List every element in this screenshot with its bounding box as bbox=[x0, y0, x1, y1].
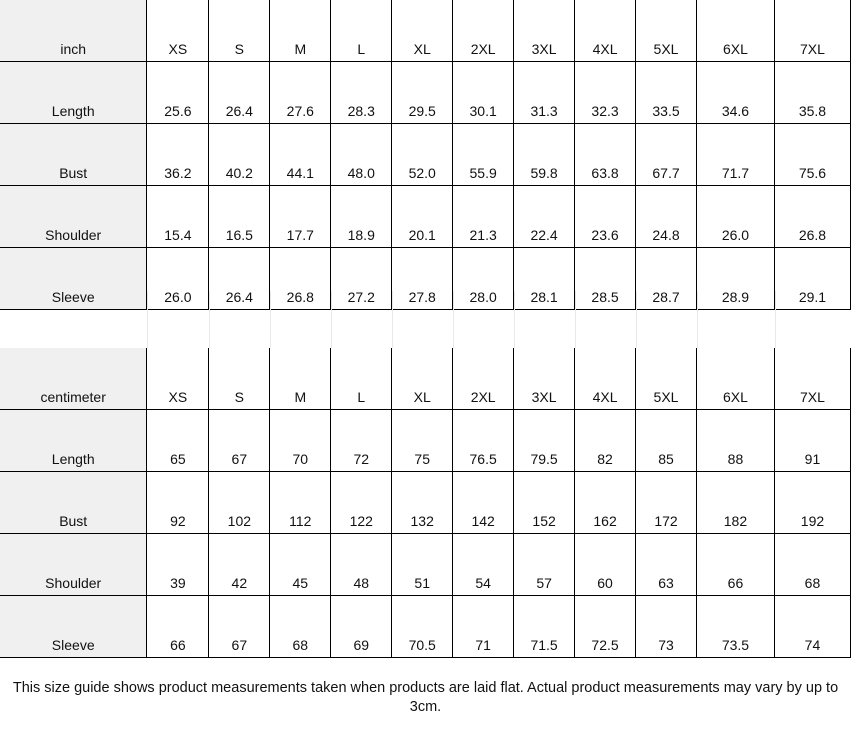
measurement-cell: 26.8 bbox=[774, 186, 850, 248]
measurement-cell: 29.5 bbox=[392, 62, 453, 124]
measurement-cell: 91 bbox=[774, 410, 850, 472]
unit-label: centimeter bbox=[0, 348, 147, 410]
measurement-cell: 67.7 bbox=[636, 124, 697, 186]
measurement-cell: 85 bbox=[636, 410, 697, 472]
measurement-cell: 66 bbox=[147, 596, 209, 658]
column-guide-line bbox=[636, 291, 637, 348]
measurement-cell: 72 bbox=[331, 410, 392, 472]
size-header-5xl: 5XL bbox=[636, 348, 697, 410]
measurement-cell: 57 bbox=[514, 534, 575, 596]
measurement-cell: 102 bbox=[209, 472, 270, 534]
measurement-cell: 18.9 bbox=[331, 186, 392, 248]
size-header-7xl: 7XL bbox=[774, 348, 850, 410]
measurement-cell: 72.5 bbox=[575, 596, 636, 658]
measurement-cell: 68 bbox=[774, 534, 850, 596]
measurement-cell: 60 bbox=[575, 534, 636, 596]
inch-table-body bbox=[0, 0, 851, 310]
column-guide-line bbox=[453, 291, 454, 348]
measurement-cell: 24.8 bbox=[636, 186, 697, 248]
measurement-cell: 52.0 bbox=[392, 124, 453, 186]
size-header-m: M bbox=[270, 0, 331, 62]
measurement-cell: 27.2 bbox=[331, 248, 392, 310]
measurement-cell: 36.2 bbox=[147, 124, 209, 186]
table-row-bust bbox=[0, 472, 851, 534]
measurement-cell: 88 bbox=[696, 410, 774, 472]
size-header-3xl: 3XL bbox=[514, 0, 575, 62]
measurement-cell: 34.6 bbox=[696, 62, 774, 124]
size-header-3xl: 3XL bbox=[514, 348, 575, 410]
measurement-cell: 73.5 bbox=[696, 596, 774, 658]
measurement-cell: 45 bbox=[270, 534, 331, 596]
measurement-cell: 26.0 bbox=[147, 248, 209, 310]
measurement-cell: 28.7 bbox=[636, 248, 697, 310]
measurement-cell: 63.8 bbox=[575, 124, 636, 186]
header-row bbox=[0, 0, 851, 62]
measurement-cell: 26.0 bbox=[696, 186, 774, 248]
table-row-bust bbox=[0, 124, 851, 186]
inch-size-table bbox=[0, 0, 851, 310]
row-label: Sleeve bbox=[0, 596, 147, 658]
measurement-cell: 44.1 bbox=[270, 124, 331, 186]
size-header-4xl: 4XL bbox=[575, 348, 636, 410]
measurement-cell: 32.3 bbox=[575, 62, 636, 124]
measurement-cell: 54 bbox=[453, 534, 514, 596]
measurement-cell: 21.3 bbox=[453, 186, 514, 248]
measurement-cell: 70.5 bbox=[392, 596, 453, 658]
measurement-cell: 28.0 bbox=[453, 248, 514, 310]
measurement-cell: 17.7 bbox=[270, 186, 331, 248]
measurement-cell: 67 bbox=[209, 596, 270, 658]
column-guide-line bbox=[331, 291, 332, 348]
table-row-shoulder bbox=[0, 534, 851, 596]
row-label: Bust bbox=[0, 472, 147, 534]
table-row-shoulder bbox=[0, 186, 851, 248]
measurement-cell: 75 bbox=[392, 410, 453, 472]
measurement-cell: 152 bbox=[514, 472, 575, 534]
size-header-l: L bbox=[331, 348, 392, 410]
row-label: Length bbox=[0, 410, 147, 472]
column-guide-line bbox=[697, 291, 698, 348]
column-guide-line bbox=[575, 291, 576, 348]
size-header-6xl: 6XL bbox=[696, 348, 774, 410]
measurement-cell: 67 bbox=[209, 410, 270, 472]
measurement-cell: 42 bbox=[209, 534, 270, 596]
measurement-cell: 28.3 bbox=[331, 62, 392, 124]
size-header-2xl: 2XL bbox=[453, 348, 514, 410]
measurement-cell: 71 bbox=[453, 596, 514, 658]
table-row-length bbox=[0, 62, 851, 124]
measurement-cell: 23.6 bbox=[575, 186, 636, 248]
size-header-xs: XS bbox=[147, 348, 209, 410]
column-guide-line bbox=[270, 291, 271, 348]
measurement-cell: 172 bbox=[636, 472, 697, 534]
measurement-cell: 132 bbox=[392, 472, 453, 534]
measurement-cell: 25.6 bbox=[147, 62, 209, 124]
measurement-cell: 33.5 bbox=[636, 62, 697, 124]
size-header-xl: XL bbox=[392, 0, 453, 62]
measurement-cell: 48 bbox=[331, 534, 392, 596]
size-header-5xl: 5XL bbox=[636, 0, 697, 62]
table-spacer bbox=[0, 291, 851, 348]
measurement-cell: 39 bbox=[147, 534, 209, 596]
size-header-s: S bbox=[209, 0, 270, 62]
centimeter-size-table bbox=[0, 348, 851, 658]
measurement-cell: 92 bbox=[147, 472, 209, 534]
column-guide-line bbox=[514, 291, 515, 348]
measurement-cell: 22.4 bbox=[514, 186, 575, 248]
measurement-cell: 112 bbox=[270, 472, 331, 534]
column-guide-line bbox=[392, 291, 393, 348]
measurement-cell: 48.0 bbox=[331, 124, 392, 186]
measurement-cell: 40.2 bbox=[209, 124, 270, 186]
measurement-cell: 69 bbox=[331, 596, 392, 658]
centimeter-table-body bbox=[0, 348, 851, 658]
size-header-l: L bbox=[331, 0, 392, 62]
size-header-7xl: 7XL bbox=[774, 0, 850, 62]
size-header-m: M bbox=[270, 348, 331, 410]
measurement-cell: 162 bbox=[575, 472, 636, 534]
measurement-cell: 68 bbox=[270, 596, 331, 658]
size-header-s: S bbox=[209, 348, 270, 410]
measurement-cell: 35.8 bbox=[774, 62, 850, 124]
size-guide-footnote: This size guide shows product measurements taken when products are laid flat. Actual product measurements may vary by up to 3cm. bbox=[12, 680, 839, 715]
header-row bbox=[0, 348, 851, 410]
measurement-cell: 63 bbox=[636, 534, 697, 596]
measurement-cell: 30.1 bbox=[453, 62, 514, 124]
measurement-cell: 28.1 bbox=[514, 248, 575, 310]
measurement-cell: 82 bbox=[575, 410, 636, 472]
measurement-cell: 192 bbox=[774, 472, 850, 534]
size-header-xs: XS bbox=[147, 0, 209, 62]
measurement-cell: 28.5 bbox=[575, 248, 636, 310]
column-guide-line bbox=[147, 291, 148, 348]
row-label: Bust bbox=[0, 124, 147, 186]
column-guide-line bbox=[775, 291, 776, 348]
measurement-cell: 27.6 bbox=[270, 62, 331, 124]
measurement-cell: 71.7 bbox=[696, 124, 774, 186]
size-header-2xl: 2XL bbox=[453, 0, 514, 62]
measurement-cell: 16.5 bbox=[209, 186, 270, 248]
measurement-cell: 27.8 bbox=[392, 248, 453, 310]
table-row-sleeve bbox=[0, 596, 851, 658]
measurement-cell: 142 bbox=[453, 472, 514, 534]
measurement-cell: 55.9 bbox=[453, 124, 514, 186]
table-row-length bbox=[0, 410, 851, 472]
measurement-cell: 28.9 bbox=[696, 248, 774, 310]
row-label: Shoulder bbox=[0, 186, 147, 248]
size-header-4xl: 4XL bbox=[575, 0, 636, 62]
measurement-cell: 29.1 bbox=[774, 248, 850, 310]
measurement-cell: 26.8 bbox=[270, 248, 331, 310]
row-label: Sleeve bbox=[0, 248, 147, 310]
measurement-cell: 79.5 bbox=[514, 410, 575, 472]
measurement-cell: 26.4 bbox=[209, 248, 270, 310]
measurement-cell: 70 bbox=[270, 410, 331, 472]
size-header-xl: XL bbox=[392, 348, 453, 410]
unit-label: inch bbox=[0, 0, 147, 62]
measurement-cell: 51 bbox=[392, 534, 453, 596]
measurement-cell: 65 bbox=[147, 410, 209, 472]
measurement-cell: 75.6 bbox=[774, 124, 850, 186]
measurement-cell: 74 bbox=[774, 596, 850, 658]
measurement-cell: 73 bbox=[636, 596, 697, 658]
measurement-cell: 122 bbox=[331, 472, 392, 534]
size-header-6xl: 6XL bbox=[696, 0, 774, 62]
column-guide-line bbox=[209, 291, 210, 348]
measurement-cell: 71.5 bbox=[514, 596, 575, 658]
measurement-cell: 20.1 bbox=[392, 186, 453, 248]
measurement-cell: 66 bbox=[696, 534, 774, 596]
row-label: Shoulder bbox=[0, 534, 147, 596]
measurement-cell: 182 bbox=[696, 472, 774, 534]
measurement-cell: 76.5 bbox=[453, 410, 514, 472]
measurement-cell: 31.3 bbox=[514, 62, 575, 124]
measurement-cell: 15.4 bbox=[147, 186, 209, 248]
row-label: Length bbox=[0, 62, 147, 124]
measurement-cell: 26.4 bbox=[209, 62, 270, 124]
measurement-cell: 59.8 bbox=[514, 124, 575, 186]
